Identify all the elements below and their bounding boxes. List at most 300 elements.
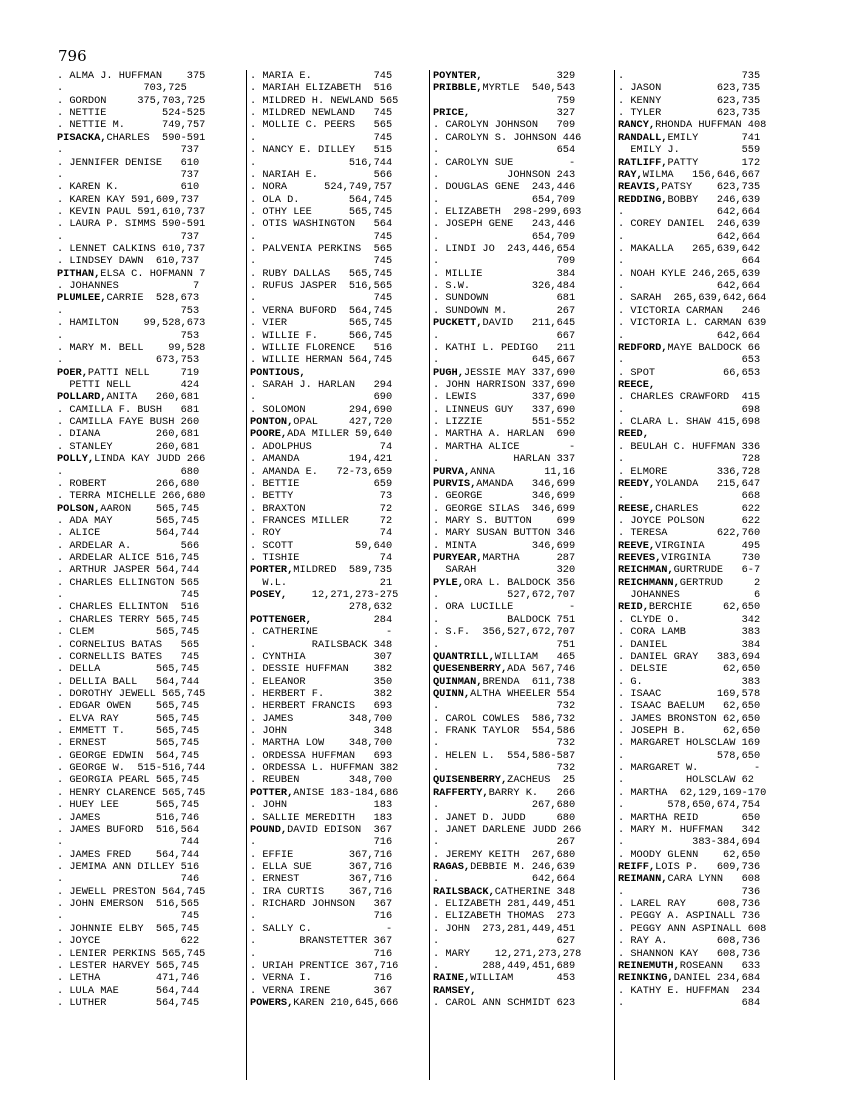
- index-entry: . 745: [250, 292, 393, 305]
- index-entry: . DOUGLAS GENE 243,446: [433, 181, 576, 194]
- index-entry: . SCOTT 59,640: [250, 539, 393, 552]
- entry-text: 327: [470, 107, 576, 120]
- index-entry: . KAREN K. 610: [57, 181, 200, 194]
- index-entry: . MILLIE 384: [433, 267, 576, 280]
- index-entry: . 753: [57, 304, 200, 317]
- surname: PURVA,: [433, 465, 471, 478]
- index-entry: . RICHARD JOHNSON 367: [250, 898, 393, 911]
- index-entry: . 736: [618, 885, 761, 898]
- index-entry: . JOHN EMERSON 516,565: [57, 898, 200, 911]
- entry-text: VIRGINIA 730: [661, 552, 761, 565]
- index-entry: . ROBERT 266,680: [57, 477, 200, 490]
- index-entry: . HELEN L. 554,586-587: [433, 749, 576, 762]
- entry-text: MARTHA 287: [482, 552, 576, 565]
- index-entry: PETTI NELL 424: [57, 378, 200, 391]
- index-entry: . KEVIN PAUL 591,610,737: [57, 205, 206, 218]
- surname: PUCKETT,: [433, 317, 483, 330]
- entry-text: LOIS P. 609,736: [655, 861, 761, 873]
- index-entry: . LUTHER 564,745: [57, 996, 200, 1009]
- surname: REEVES,: [618, 552, 662, 565]
- surname: PRIBBLE,: [433, 82, 483, 95]
- surname: REESE,: [618, 502, 656, 515]
- index-entry: . PEGGY A. ASPINALL 736: [618, 910, 761, 923]
- index-surname-entry: [57, 503, 235, 515]
- entry-text: YOLANDA 215,647: [655, 477, 761, 490]
- index-entry: . MAKALLA 265,639,642: [618, 243, 761, 256]
- index-entry: . KATHI L. PEDIGO 211: [433, 341, 576, 354]
- index-entry: . VIER 565,745: [250, 317, 393, 330]
- entry-text: BERCHIE 62,650: [648, 601, 761, 614]
- index-entry: . DELLA 565,745: [57, 663, 200, 676]
- entry-text: ANITA 260,681: [106, 391, 200, 404]
- index-entry: . GEORGE W. 515-516,744: [57, 762, 206, 775]
- index-entry: . JOHANNES 7: [57, 280, 200, 293]
- entry-text: WILLIAM 453: [470, 972, 576, 985]
- index-entry: . 627: [433, 935, 576, 948]
- index-entry: . 746: [57, 873, 200, 886]
- index-entry: . 288,449,451,689: [433, 959, 576, 972]
- index-entry: . COREY DANIEL 246,639: [618, 218, 761, 231]
- index-surname-entry: [250, 564, 428, 576]
- index-entry: . JOYCE POLSON 622: [618, 514, 761, 527]
- index-surname-entry: [433, 552, 611, 564]
- surname: REDDING,: [618, 193, 668, 206]
- surname: PITHAN,: [57, 267, 101, 280]
- index-entry: . ARDELAR ALICE 516,745: [57, 552, 200, 565]
- index-surname-entry: [618, 577, 796, 589]
- index-entry: . PEGGY ANN ASPINALL 608: [618, 922, 767, 935]
- index-entry: . 654,709: [433, 193, 576, 206]
- entry-text: 284: [311, 613, 393, 626]
- index-entry: . 654: [433, 144, 576, 157]
- index-entry: . RUBY DALLAS 565,745: [250, 267, 393, 280]
- index-entry: . CLEM 565,745: [57, 626, 200, 639]
- index-entry: . LAURA P. SIMMS 590-591: [57, 218, 206, 231]
- index-entry: . MARY 12,271,273,278: [433, 947, 582, 960]
- index-surname-entry: [433, 972, 611, 984]
- index-surname-entry: [618, 564, 796, 576]
- entry-text: GERTRUD 2: [679, 576, 761, 589]
- index-entry: . 642,664: [618, 329, 761, 342]
- index-surname-entry: [433, 774, 611, 786]
- index-entry: . 703,725: [57, 82, 187, 95]
- index-entry: . CAMILLA FAYE BUSH 260: [57, 416, 200, 429]
- index-entry: . CAROL COWLES 586,732: [433, 712, 576, 725]
- index-entry: . EFFIE 367,716: [250, 848, 393, 861]
- surname: RAMSEY,: [433, 984, 477, 997]
- index-entry: . MARY S. BUTTON 699: [433, 514, 576, 527]
- index-surname-entry: [433, 577, 611, 589]
- index-surname-entry: [618, 861, 796, 873]
- surname: REID,: [618, 601, 649, 614]
- index-entry: . JOHN 183: [250, 799, 393, 812]
- index-columns: [57, 70, 807, 1080]
- index-entry: . JOHN 348: [250, 725, 393, 738]
- index-entry: 759: [433, 94, 576, 107]
- entry-text: WILMA 156,646,667: [642, 168, 761, 181]
- index-entry: . 642,664: [618, 230, 761, 243]
- index-entry: . S.F. 356,527,672,707: [433, 626, 576, 639]
- index-surname-entry: [618, 169, 796, 181]
- index-entry: . PALVENIA PERKINS 565: [250, 243, 393, 256]
- index-entry: . JOHN 273,281,449,451: [433, 922, 576, 935]
- index-entry: . 267: [433, 836, 576, 849]
- index-entry: . SUNDOWN 681: [433, 292, 576, 305]
- index-surname-entry: [618, 132, 796, 144]
- index-entry: W.L. 21: [250, 576, 393, 589]
- surname: RATLIFF,: [618, 156, 668, 169]
- index-entry: . ORDESSA L. HUFFMAN 382: [250, 762, 399, 775]
- surname: REEVE,: [618, 539, 656, 552]
- index-entry: . CAROLYN SUE -: [433, 156, 576, 169]
- column-divider: [429, 70, 430, 1080]
- surname: QUINMAN,: [433, 675, 483, 688]
- index-entry: . BETTY 73: [250, 490, 393, 503]
- index-entry: . MILDRED H. NEWLAND 565: [250, 94, 399, 107]
- index-entry: . 735: [618, 70, 761, 82]
- index-entry: . ADOLPHUS 74: [250, 440, 393, 453]
- index-entry: . GEORGE EDWIN 564,745: [57, 749, 200, 762]
- index-entry: . WILLIE HERMAN 564,745: [250, 354, 393, 367]
- index-entry: . SUNDOWN M. 267: [433, 304, 576, 317]
- index-surname-entry: [618, 379, 796, 391]
- surname: REED,: [618, 428, 649, 441]
- index-entry: . ERNEST 367,716: [250, 873, 393, 886]
- index-entry: . LAREL RAY 608,736: [618, 898, 761, 911]
- column-divider: [246, 70, 247, 1080]
- index-entry: . MARIA E. 745: [250, 70, 393, 82]
- entry-text: BOBBY 246,639: [667, 193, 761, 206]
- index-entry: . HENRY CLARENCE 565,745: [57, 786, 206, 799]
- surname: PISACKA,: [57, 131, 107, 144]
- index-entry: . DELLIA BALL 564,744: [57, 675, 200, 688]
- index-entry: . VICTORIA CARMAN 246: [618, 304, 761, 317]
- index-entry: . CHARLES TERRY 565,745: [57, 613, 200, 626]
- index-entry: . OTIS WASHINGTON 564: [250, 218, 393, 231]
- index-entry: . ELLA SUE 367,716: [250, 861, 393, 873]
- index-surname-entry: [433, 82, 611, 94]
- index-entry: . MARY M. BELL 99,528: [57, 341, 206, 354]
- index-entry: . JEREMY KEITH 267,680: [433, 848, 576, 861]
- entry-text: VIRGINIA 495: [655, 539, 761, 552]
- index-entry: . CAROL ANN SCHMIDT 623: [433, 996, 576, 1009]
- index-entry: . JAMES BRONSTON 62,650: [618, 712, 761, 725]
- index-entry: . KENNY 623,735: [618, 94, 761, 107]
- index-entry: . VERNA I. 716: [250, 972, 393, 985]
- index-entry: . NARIAH E. 566: [250, 168, 393, 181]
- index-entry: . ARDELAR A. 566: [57, 539, 200, 552]
- index-entry: . 527,672,707: [433, 589, 576, 602]
- entry-text: GURTRUDE 6-7: [673, 564, 761, 577]
- index-surname-entry: [433, 107, 611, 119]
- index-surname-entry: [618, 478, 796, 490]
- surname: POLLARD,: [57, 391, 107, 404]
- index-entry: . 716: [250, 836, 393, 849]
- index-entry: . ARTHUR JASPER 564,744: [57, 564, 200, 577]
- surname: REDFORD,: [618, 341, 668, 354]
- entry-text: CHARLES 622: [655, 502, 761, 515]
- surname: RAY,: [618, 168, 643, 181]
- index-entry: . CATHERINE -: [250, 626, 393, 639]
- surname: RAINE,: [433, 972, 471, 985]
- index-entry: . MARIAH ELIZABETH 516: [250, 82, 393, 95]
- surname: RAGAS,: [433, 861, 471, 873]
- index-entry: . SPOT 66,653: [618, 366, 761, 379]
- index-entry: . MINTA 346,699: [433, 539, 576, 552]
- index-entry: . ELIZABETH 298-299,693: [433, 205, 582, 218]
- entry-text: JESSIE MAY 337,690: [463, 366, 576, 379]
- index-surname-entry: [433, 688, 611, 700]
- index-entry: . LEWIS 337,690: [433, 391, 576, 404]
- index-entry: . MARTHA A. HARLAN 690: [433, 428, 576, 441]
- index-surname-entry: [250, 416, 428, 428]
- index-entry: . ELVA RAY 565,745: [57, 712, 200, 725]
- index-entry: . 684: [618, 996, 761, 1009]
- surname: PUGH,: [433, 366, 464, 379]
- index-entry: . SARAH J. HARLAN 294: [250, 378, 393, 391]
- index-entry: . MARGARET W. -: [618, 762, 761, 775]
- entry-text: ANISE 183-184,686: [293, 786, 399, 799]
- index-entry: . HARLAN 337: [433, 453, 576, 466]
- entry-text: BARRY K. 266: [488, 786, 576, 799]
- entry-text: ALTHA WHEELER 554: [470, 687, 576, 700]
- surname: PONTON,: [250, 416, 294, 429]
- index-surname-entry: [618, 428, 796, 440]
- index-entry: . KAREN KAY 591,609,737: [57, 193, 200, 206]
- surname: RANCY,: [618, 119, 656, 132]
- index-entry: . DANIEL 384: [618, 638, 761, 651]
- index-surname-entry: [618, 972, 796, 984]
- index-entry: . 654,709: [433, 230, 576, 243]
- index-entry: . LENIER PERKINS 565,745: [57, 947, 206, 960]
- index-entry: . 642,664: [618, 280, 761, 293]
- index-surname-entry: [618, 503, 796, 515]
- index-surname-entry: [618, 119, 796, 131]
- index-entry: . CAROLYN S. JOHNSON 446: [433, 131, 582, 144]
- index-entry: . 737: [57, 168, 200, 181]
- surname: POER,: [57, 366, 88, 379]
- index-entry: . ISAAC BAELUM 62,650: [618, 700, 761, 713]
- index-entry: . MOODY GLENN 62,650: [618, 848, 761, 861]
- index-entry: . CAMILLA F. BUSH 681: [57, 403, 200, 416]
- index-entry: . GEORGE SILAS 346,699: [433, 502, 576, 515]
- surname: POORE,: [250, 428, 288, 441]
- index-entry: . 653: [618, 354, 761, 367]
- entry-text: CARA LYNN 608: [667, 873, 761, 886]
- entry-text: LINDA KAY JUDD 266: [94, 453, 206, 466]
- index-entry: . AMANDA 194,421: [250, 453, 393, 466]
- entry-text: DAVID EDISON 367: [287, 823, 393, 836]
- index-entry: . IRA CURTIS 367,716: [250, 885, 393, 898]
- index-entry: . 667: [433, 329, 576, 342]
- index-entry: . 642,664: [618, 205, 761, 218]
- index-surname-entry: [618, 342, 796, 354]
- index-entry: . FRANCES MILLER 72: [250, 514, 393, 527]
- column-divider: [614, 70, 615, 1080]
- surname: REIMANN,: [618, 873, 668, 886]
- index-entry: . MARTHA REID 650: [618, 811, 761, 824]
- entry-text: ZACHEUS 25: [507, 774, 576, 787]
- index-entry: . LINNEUS GUY 337,690: [433, 403, 576, 416]
- index-entry: . ISAAC 169,578: [618, 687, 761, 700]
- index-surname-entry: [57, 132, 235, 144]
- index-entry: . OLA D. 564,745: [250, 193, 393, 206]
- index-surname-entry: [618, 960, 796, 972]
- index-entry: . 645,667: [433, 354, 576, 367]
- index-entry: . JAMES 516,746: [57, 811, 200, 824]
- index-entry: . 516,744: [250, 156, 393, 169]
- index-entry: . MARGARET HOLSCLAW 169: [618, 737, 761, 750]
- entry-text: ANNA 11,16: [470, 465, 576, 478]
- entry-text: PATTI NELL 719: [87, 366, 200, 379]
- index-entry: . SHANNON KAY 608,736: [618, 947, 761, 960]
- index-surname-entry: [618, 157, 796, 169]
- index-entry: . URIAH PRENTICE 367,716: [250, 959, 399, 972]
- surname: PLUMLEE,: [57, 292, 107, 305]
- index-entry: . 680: [57, 465, 200, 478]
- index-entry: . VICTORIA L. CARMAN 639: [618, 317, 767, 330]
- index-entry: . ERNEST 565,745: [57, 737, 200, 750]
- surname: REECE,: [618, 378, 656, 391]
- index-surname-entry: [433, 478, 611, 490]
- index-entry: . CAROLYN JOHNSON 709: [433, 119, 576, 132]
- index-entry: . RAY A. 608,736: [618, 935, 761, 948]
- index-entry: . CHARLES CRAWFORD 415: [618, 391, 761, 404]
- index-entry: . JASON 623,735: [618, 82, 761, 95]
- index-entry: . OTHY LEE 565,745: [250, 205, 393, 218]
- index-entry: . ALMA J. HUFFMAN 375: [57, 70, 206, 82]
- entry-text: CHARLES 590-591: [106, 131, 206, 144]
- index-entry: . 737: [57, 230, 200, 243]
- index-surname-entry: [57, 268, 235, 280]
- index-surname-entry: [250, 367, 428, 379]
- index-entry: . CHARLES ELLINGTON 565: [57, 576, 200, 589]
- index-entry: . HERBERT FRANCIS 693: [250, 700, 393, 713]
- surname: REEDY,: [618, 477, 656, 490]
- entry-text: ADA 567,746: [507, 663, 576, 676]
- surname: PONTIOUS,: [250, 366, 306, 379]
- index-surname-entry: [250, 997, 428, 1009]
- index-entry: . BEULAH C. HUFFMAN 336: [618, 440, 761, 453]
- index-entry: . JEWELL PRESTON 564,745: [57, 885, 206, 898]
- index-entry: . CORNELLIS BATES 745: [57, 650, 200, 663]
- surname: POYNTER,: [433, 70, 483, 82]
- entry-text: DANIEL 234,684: [673, 972, 761, 985]
- index-entry: . 728: [618, 453, 761, 466]
- index-entry: . EDGAR OWEN 565,745: [57, 700, 200, 713]
- surname: POUND,: [250, 823, 288, 836]
- entry-text: AMANDA 346,699: [476, 477, 576, 490]
- index-entry: . 578,650: [618, 749, 761, 762]
- index-entry: . 383-384,694: [618, 836, 761, 849]
- index-entry: . BRANSTETTER 367: [250, 935, 393, 948]
- index-entry: . DANIEL GRAY 383,694: [618, 650, 761, 663]
- index-entry: 278,632: [250, 601, 393, 614]
- index-entry: . 744: [57, 836, 200, 849]
- index-entry: . VERNA IRENE 367: [250, 984, 393, 997]
- surname: REINEMUTH,: [618, 959, 680, 972]
- index-entry: . NETTIE M. 749,757: [57, 119, 206, 132]
- surname: POSEY,: [250, 589, 288, 602]
- index-entry: . SOLOMON 294,690: [250, 403, 393, 416]
- entry-text: ROSEANN 633: [679, 959, 761, 972]
- index-entry: . DIANA 260,681: [57, 428, 200, 441]
- index-surname-entry: [433, 787, 611, 799]
- index-surname-entry: [618, 552, 796, 564]
- index-surname-entry: [433, 466, 611, 478]
- index-entry: . MARTHA 62,129,169-170: [618, 786, 767, 799]
- index-entry: . 732: [433, 700, 576, 713]
- index-surname-entry: [618, 601, 796, 613]
- surname: QUESENBERRY,: [433, 663, 508, 676]
- index-entry: . 737: [57, 144, 200, 157]
- index-entry: . ELIZABETH 281,449,451: [433, 898, 576, 911]
- entry-text: MILDRED 589,735: [293, 564, 393, 577]
- entry-text: ORA L. BALDOCK 356: [463, 576, 576, 589]
- index-entry: . MARTHA LOW 348,700: [250, 737, 393, 750]
- entry-text: CATHERINE 348: [494, 885, 576, 898]
- index-entry: . JAMES BUFORD 516,564: [57, 823, 200, 836]
- index-surname-entry: [618, 181, 796, 193]
- index-entry: . CORNELIUS BATAS 565: [57, 638, 200, 651]
- index-column-4: [618, 70, 796, 1080]
- entry-text: CARRIE 528,673: [106, 292, 200, 305]
- index-entry: . 751: [433, 638, 576, 651]
- index-surname-entry: [433, 651, 611, 663]
- index-entry: . ADA MAY 565,745: [57, 514, 200, 527]
- index-entry: . NETTIE 524-525: [57, 107, 206, 120]
- index-entry: . S.W. 326,484: [433, 280, 576, 293]
- surname: PURYEAR,: [433, 552, 483, 565]
- index-entry: . 267,680: [433, 799, 576, 812]
- surname: PURVIS,: [433, 477, 477, 490]
- index-entry: . G. 383: [618, 675, 761, 688]
- index-entry: . LINDI JO 243,446,654: [433, 243, 576, 256]
- index-entry: . 690: [250, 391, 393, 404]
- surname: POWERS,: [250, 996, 294, 1009]
- index-entry: . MARY M. HUFFMAN 342: [618, 823, 761, 836]
- page-number: 796: [58, 47, 87, 65]
- index-entry: . JOHNSON 243: [433, 168, 576, 181]
- index-entry: . HAMILTON 99,528,673: [57, 317, 206, 330]
- surname: REICHMAN,: [618, 564, 674, 577]
- index-entry: . GORDON 375,703,725: [57, 94, 206, 107]
- entry-text: DEBBIE M. 246,639: [470, 861, 576, 873]
- index-surname-entry: [433, 886, 611, 898]
- surname: REAVIS,: [618, 181, 662, 194]
- index-surname-entry: [618, 540, 796, 552]
- surname: RAFFERTY,: [433, 786, 489, 799]
- index-entry: . HERBERT F. 382: [250, 687, 393, 700]
- index-entry: . BALDOCK 751: [433, 613, 576, 626]
- entry-text: BRENDA 611,738: [482, 675, 576, 688]
- index-entry: . 716: [250, 947, 393, 960]
- index-entry: . ORDESSA HUFFMAN 693: [250, 749, 393, 762]
- surname: QUISENBERRY,: [433, 774, 508, 787]
- index-entry: . ELEANOR 350: [250, 675, 393, 688]
- index-entry: . JAMES FRED 564,744: [57, 848, 200, 861]
- index-entry: . LETHA 471,746: [57, 972, 200, 985]
- index-entry: EMILY J. 559: [618, 144, 761, 157]
- surname: RAILSBACK,: [433, 885, 495, 898]
- index-entry: . CLYDE O. 342: [618, 613, 761, 626]
- index-entry: . FRANK TAYLOR 554,586: [433, 725, 576, 738]
- entry-text: DAVID 211,645: [482, 317, 576, 330]
- index-surname-entry: [57, 292, 235, 304]
- entry-text: 329: [482, 70, 576, 82]
- index-entry: JOHANNES 6: [618, 589, 761, 602]
- entry-text: 12,271,273-275: [287, 589, 399, 602]
